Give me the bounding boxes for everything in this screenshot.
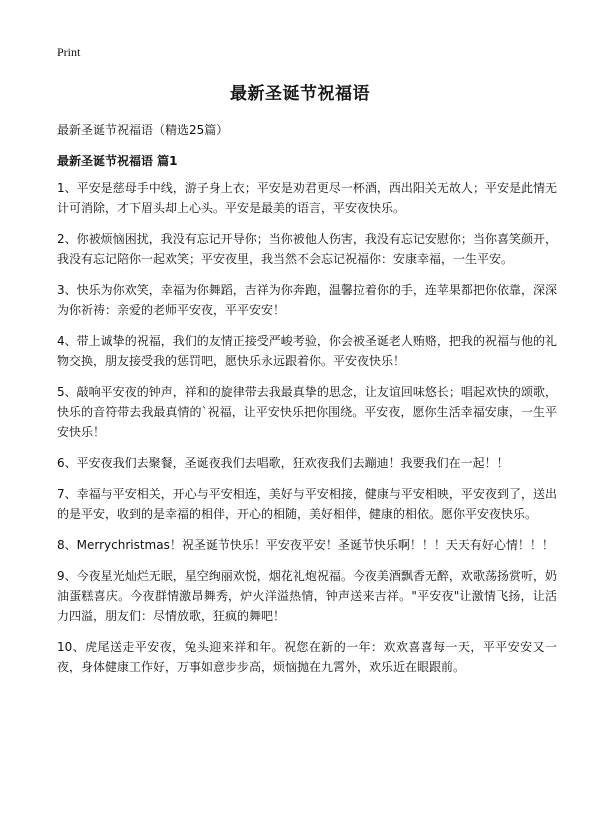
- section-heading: 最新圣诞节祝福语 篇1: [57, 154, 178, 168]
- paragraph-list: [57, 178, 557, 688]
- paragraph-6: 6、平安夜我们去聚餐，圣诞夜我们去唱歌，狂欢夜我们去蹦迪！我要我们在一起！！: [57, 456, 509, 470]
- document-subtitle: 最新圣诞节祝福语（精选25篇）: [57, 123, 229, 137]
- paragraph-1: 1、平安是慈母手中线，游子身上衣；平安是劝君更尽一杯酒，西出阳关无故人；平安是此情无计可消除，才下眉头却上心头。平安是最美的语言，平安夜快乐。: [57, 181, 557, 215]
- paragraph-5: 5、敲响平安夜的钟声，祥和的旋律带去我最真挚的思念，让友谊回味悠长；唱起欢快的颂歌，快乐的音符带去我最真情的`祝福，让平安快乐把你围绕。平安夜，愿你生活幸福安康，一生平安快乐！: [57, 385, 557, 439]
- print-link[interactable]: Print: [57, 45, 81, 59]
- paragraph-9: 9、今夜星光灿烂无眠，星空绚丽欢悦，烟花礼炮祝福。今夜美酒飘香无醉，欢歌荡扬赏听，奶油蛋糕喜庆。今夜群情激昂舞秀，炉火洋溢热情，钟声送来吉祥。"平安夜"让激情飞扬，让活力四溢，朋友们：尽情放歌，狂疯的舞吧！: [57, 569, 557, 623]
- paragraph-7: 7、幸福与平安相关，开心与平安相连，美好与平安相接，健康与平安相映，平安夜到了，送出的是平安，收到的是幸福的相伴，开心的相随，美好相伴，健康的相依。愿你平安夜快乐。: [57, 487, 557, 521]
- page-title: 最新圣诞节祝福语: [230, 84, 370, 104]
- paragraph-2: 2、你被烦恼困扰，我没有忘记开导你；当你被他人伤害，我没有忘记安慰你；当你喜笑颜开，我没有忘记陪你一起欢笑；平安夜里，我当然不会忘记祝福你：安康幸福，一生平安。: [57, 232, 557, 266]
- paragraph-10: 10、虎尾送走平安夜，兔头迎来祥和年。祝您在新的一年：欢欢喜喜每一天，平平安安又一夜，身体健康工作好，万事如意步步高，烦恼抛在九霄外，欢乐近在眼跟前。: [57, 640, 557, 674]
- paragraph-8: 8、Merrychristmas！祝圣诞节快乐！平安夜平安！圣诞节快乐啊！！！天天有好心情！！！: [57, 538, 554, 552]
- paragraph-3: 3、快乐为你欢笑，幸福为你舞蹈，吉祥为你奔跑，温馨拉着你的手，连苹果都把你依靠，深深为你祈祷：亲爱的老师平安夜，平平安安！: [57, 283, 557, 317]
- paragraph-4: 4、带上诚挚的祝福，我们的友情正接受严峻考验，你会被圣诞老人贿赂，把我的祝福与他的礼物交换，朋友接受我的惩罚吧，愿快乐永远跟着你。平安夜快乐！: [57, 334, 557, 368]
